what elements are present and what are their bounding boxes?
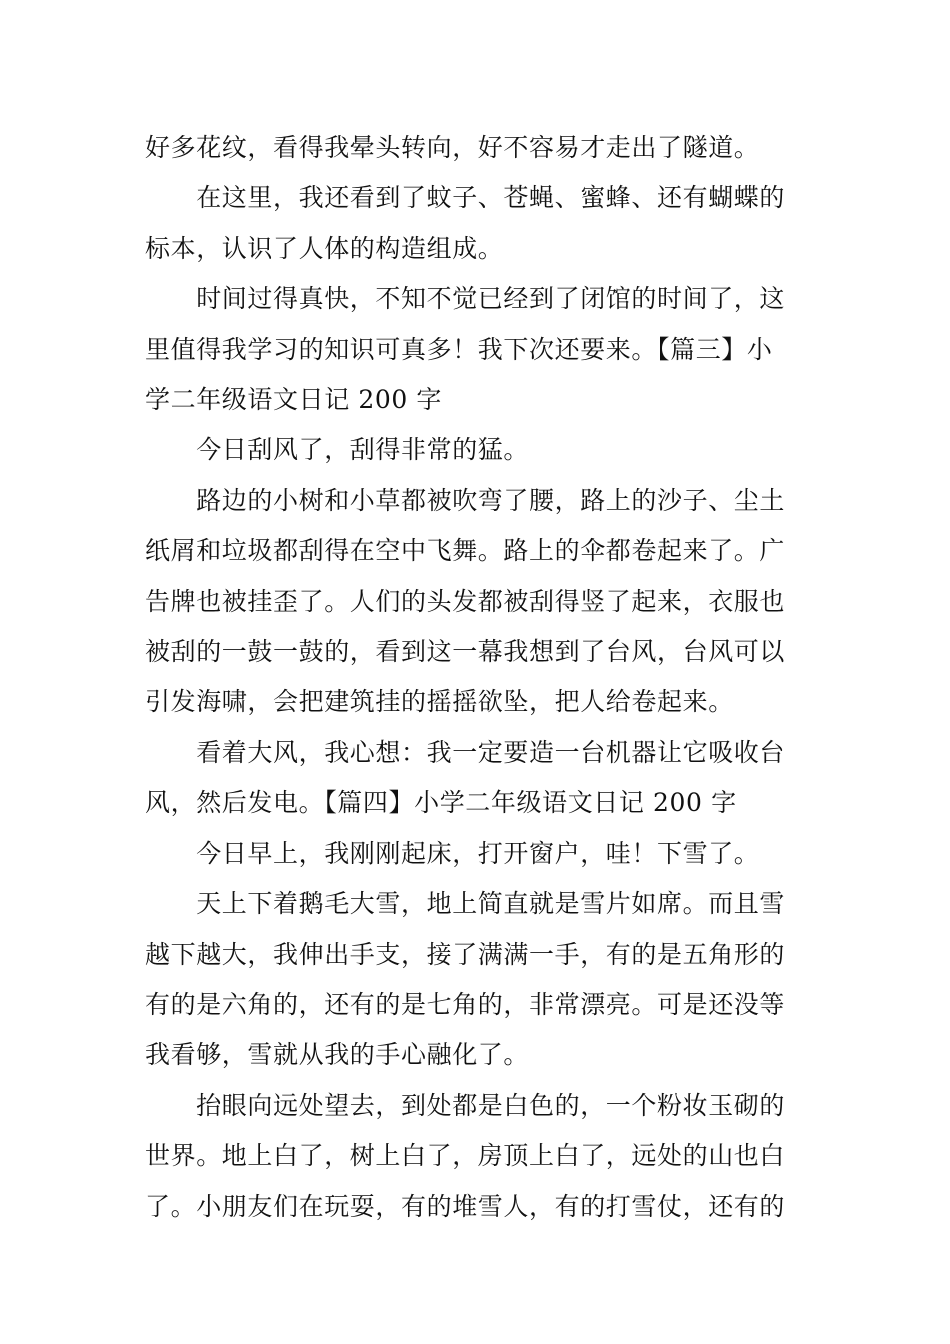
text-line: 越下越大，我伸出手支，接了满满一手，有的是五角形的 (145, 939, 786, 969)
text-line: 里值得我学习的知识可真多！我下次还要来。【篇三】小 (145, 334, 773, 364)
text-line: 我看够，雪就从我的手心融化了。 (145, 1040, 530, 1070)
document-body (145, 123, 810, 1232)
text-line: 世界。地上白了，树上白了，房顶上白了，远处的山也白 (145, 1141, 786, 1171)
text-line: 有的是六角的，还有的是七角的，非常漂亮。可是还没等 (145, 989, 786, 1019)
text-line: 被刮的一鼓一鼓的，看到这一幕我想到了台风，台风可以 (145, 637, 786, 667)
text-line: 引发海啸，会把建筑挂的摇摇欲坠，把人给卷起来。 (145, 687, 734, 717)
text-line: 看着大风，我心想：我一定要造一台机器让它吸收台 (145, 737, 786, 767)
text-line: 今日刮风了，刮得非常的猛。 (145, 435, 530, 465)
text-line: 抬眼向远处望去，到处都是白色的，一个粉妆玉砌的 (145, 1090, 786, 1120)
text-line: 今日早上，我刚刚起床，打开窗户，哇！下雪了。 (145, 838, 760, 868)
text-line: 纸屑和垃圾都刮得在空中飞舞。路上的伞都卷起来了。广 (145, 536, 786, 566)
text-line: 好多花纹，看得我晕头转向，好不容易才走出了隧道。 (145, 133, 760, 162)
text-line: 路边的小树和小草都被吹弯了腰，路上的沙子、尘土 (145, 485, 786, 515)
text-line: 告牌也被挂歪了。人们的头发都被刮得竖了起来，衣服也 (145, 586, 786, 616)
text-line: 时间过得真快，不知不觉已经到了闭馆的时间了，这 (145, 284, 786, 314)
text-line: 学二年级语文日记 200 字 (145, 385, 443, 415)
text-line: 天上下着鹅毛大雪，地上简直就是雪片如席。而且雪 (145, 889, 786, 919)
text-line: 了。小朋友们在玩耍，有的堆雪人，有的打雪仗，还有的 (145, 1191, 786, 1221)
text-line: 标本，认识了人体的构造组成。 (145, 233, 504, 263)
text-line: 在这里，我还看到了蚊子、苍蝇、蜜蜂、还有蝴蝶的 (145, 183, 786, 213)
text-line: 风，然后发电。【篇四】小学二年级语文日记 200 字 (145, 788, 737, 818)
